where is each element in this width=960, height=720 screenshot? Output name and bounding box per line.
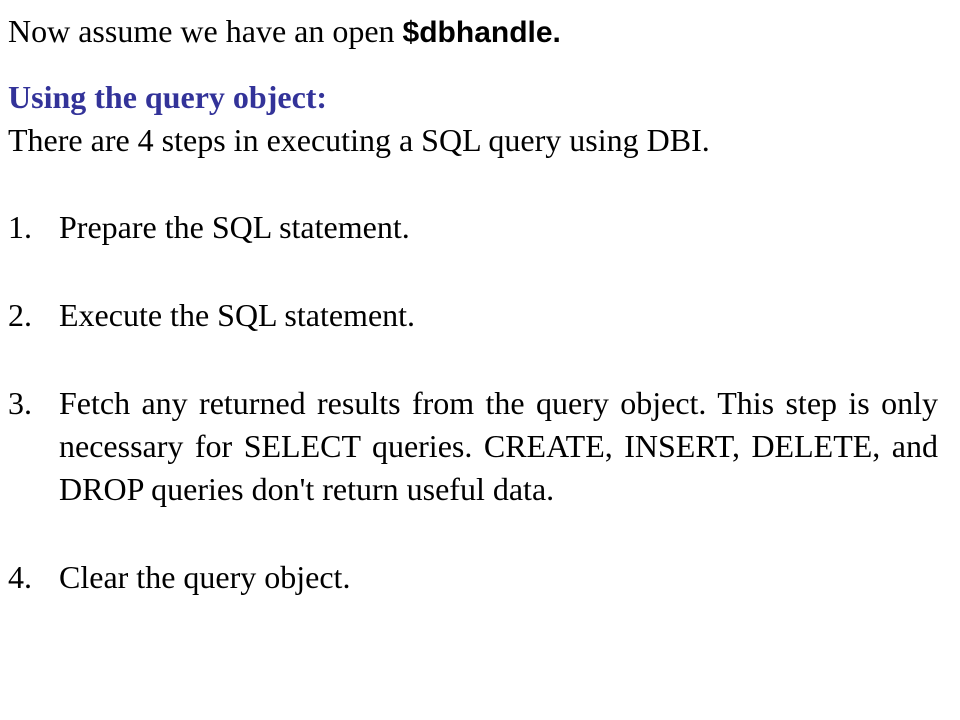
dbhandle-code: $dbhandle. (402, 16, 561, 49)
step-text: Prepare the SQL statement. (59, 209, 410, 245)
step-text: Execute the SQL statement. (59, 297, 416, 333)
step-number: 2. (8, 297, 32, 333)
intro-prefix: Now assume we have an open (8, 13, 403, 49)
steps-list (8, 206, 938, 644)
step-text: Fetch any returned results from the query object. This step is only necessary for SELECT queries. CREATE, INSERT, DELETE, and DROP queries don't return useful data. (59, 385, 938, 507)
step-item (8, 382, 938, 511)
step-item (8, 206, 938, 249)
step-number: 4. (8, 559, 32, 595)
step-number: 3. (8, 385, 32, 421)
step-text: Clear the query object. (59, 559, 351, 595)
step-number: 1. (8, 209, 32, 245)
lead-sentence: There are 4 steps in executing a SQL query using DBI. (8, 122, 710, 158)
step-item (8, 294, 938, 337)
intro-line (8, 11, 561, 53)
step-item (8, 556, 938, 599)
section-heading: Using the query object: (8, 79, 328, 115)
